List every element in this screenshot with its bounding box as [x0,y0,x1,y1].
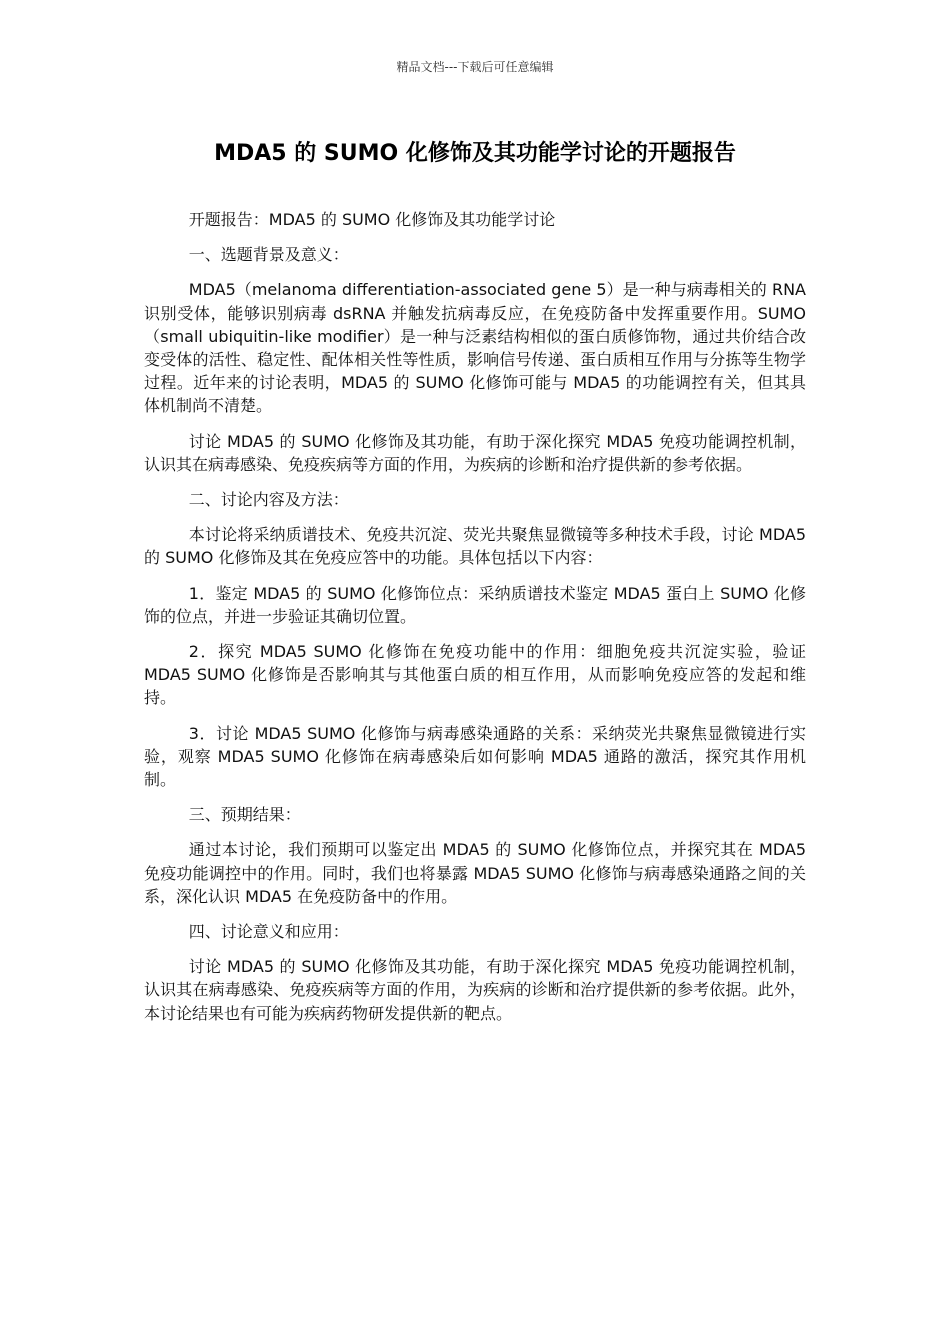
paragraph-method-item-3: 3．讨论 MDA5 SUMO 化修饰与病毒感染通路的关系：采纳荧光共聚焦显微镜进行实验，观察 MDA5 SUMO 化修饰在病毒感染后如何影响 MDA5 通路的激活，探究其作用机制。 [144,723,806,790]
paragraph-methods-intro: 本讨论将采纳质谱技术、免疫共沉淀、荧光共聚焦显微镜等多种技术手段，讨论 MDA5 的 SUMO 化修饰及其在免疫应答中的功能。具体包括以下内容： [144,525,806,568]
section-heading-methods: 二、讨论内容及方法： [188,490,349,510]
section-heading-expected-results: 三、预期结果： [188,805,301,825]
paragraph-expected-results: 通过本讨论，我们预期可以鉴定出 MDA5 的 SUMO 化修饰位点，并探究其在 MDA5 免疫功能调控中的作用。同时，我们也将暴露 MDA5 SUMO 化修饰与病毒感染通路之间的关系，深化认识 MDA5 在免疫防备中的作用。 [144,840,806,906]
paragraph-method-item-2: 2．探究 MDA5 SUMO 化修饰在免疫功能中的作用：细胞免疫共沉淀实验，验证 MDA5 SUMO 化修饰是否影响其与其他蛋白质的相互作用，从而影响免疫应答的发起和维持。 [144,642,806,708]
paragraph-method-item-1: 1．鉴定 MDA5 的 SUMO 化修饰位点：采纳质谱技术鉴定 MDA5 蛋白上 SUMO 化修饰的位点，并进一步验证其确切位置。 [144,583,806,626]
section-heading-background: 一、选题背景及意义： [188,245,349,265]
paragraph-background-1: MDA5（melanoma differentiation-associated gene 5）是一种与病毒相关的 RNA 识别受体，能够识别病毒 dsRNA 并触发抗病毒反应，在免疫防备中发挥重要作用。SUMO（small ubiquitin-like modifier）是一种与泛素结构相似的蛋白质修饰物，通过共价结合改变受体的活性、稳定性、配体相关性等性质，影响信号传递、蛋白质相互作用与分拣等生物学过程。近年来的讨论表明，MDA5 的 SUMO 化修饰可能与 MDA5 的功能调控有关，但其具体机制尚不清楚。 [144,280,806,416]
report-heading: 开题报告：MDA5 的 SUMO 化修饰及其功能学讨论 [188,210,556,229]
paragraph-background-2: 讨论 MDA5 的 SUMO 化修饰及其功能，有助于深化探究 MDA5 免疫功能调控机制，认识其在病毒感染、免疫疾病等方面的作用，为疾病的诊断和治疗提供新的参考依据。 [144,431,806,474]
document-body [144,208,806,1037]
paragraph-significance: 讨论 MDA5 的 SUMO 化修饰及其功能，有助于深化探究 MDA5 免疫功能调控机制，认识其在病毒感染、免疫疾病等方面的作用，为疾病的诊断和治疗提供新的参考依据。此外，本讨论结果也有可能为疾病药物研发提供新的靶点。 [144,957,806,1023]
section-heading-significance: 四、讨论意义和应用： [188,922,349,942]
header-note: 精品文档---下载后可任意编辑 [396,60,554,74]
document-title: MDA5 的 SUMO 化修饰及其功能学讨论的开题报告 [214,141,736,166]
